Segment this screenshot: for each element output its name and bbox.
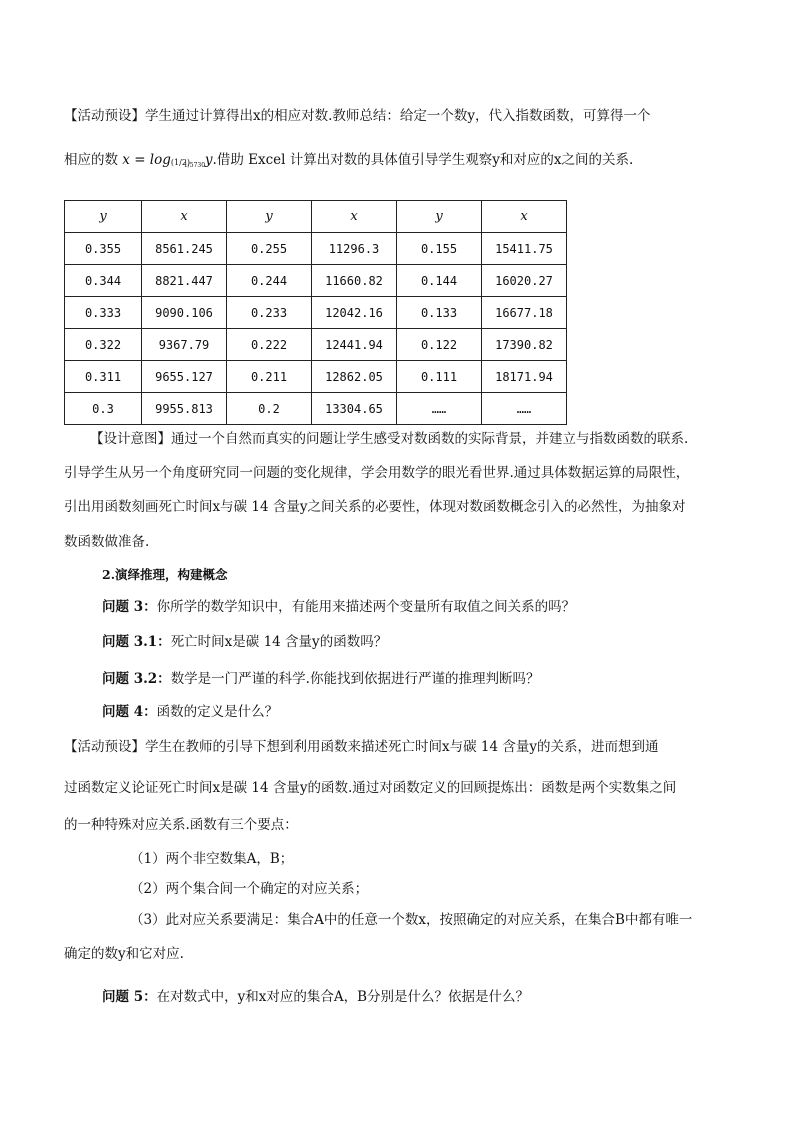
- table-cell: 8821.447: [142, 265, 227, 297]
- table-cell: 0.355: [65, 233, 142, 265]
- table-cell: 0.144: [397, 265, 482, 297]
- table-cell: 0.133: [397, 297, 482, 329]
- table-cell: 9367.79: [142, 329, 227, 361]
- table-cell: 0.333: [65, 297, 142, 329]
- table-cell: ……: [482, 393, 567, 425]
- table-cell: 12042.16: [312, 297, 397, 329]
- table-cell: 11660.82: [312, 265, 397, 297]
- log-base-exponent: 1/5730: [183, 162, 206, 169]
- log-argument: y: [204, 152, 213, 168]
- table-cell: 0.3: [65, 393, 142, 425]
- table-row: [65, 329, 567, 361]
- point-3-continued: 确定的数y和它对应.: [64, 946, 184, 962]
- log-values-table: [64, 200, 567, 425]
- activity2-line1: 【活动预设】学生在教师的引导下想到利用函数来描述死亡时间x与碳 14 含量y的关系，进而想到通: [64, 739, 659, 755]
- table-cell: 9090.106: [142, 297, 227, 329]
- question-3: [102, 597, 575, 617]
- log-base: [171, 150, 205, 170]
- table-cell: 12862.05: [312, 361, 397, 393]
- question-label: 问题 3：: [102, 599, 157, 615]
- table-cell: 11296.3: [312, 233, 397, 265]
- table-header-cell: x: [482, 201, 567, 233]
- table-row: [65, 393, 567, 425]
- table-cell: 17390.82: [482, 329, 567, 361]
- log-formula: x = log: [122, 152, 171, 168]
- point-2: （2）两个集合间一个确定的对应关系；: [130, 881, 369, 897]
- table-header-cell: y: [65, 201, 142, 233]
- table-row: [65, 297, 567, 329]
- table-row: [65, 361, 567, 393]
- activity2-line3: 的一种特殊对应关系.函数有三个要点：: [64, 817, 298, 833]
- question-text: 在对数式中，y和x对应的集合A，B分别是什么？依据是什么？: [156, 989, 530, 1005]
- point-3: （3）此对应关系要满足：集合A中的任意一个数x，按照确定的对应关系，在集合B中都有唯一: [130, 912, 693, 928]
- table-cell: 0.222: [227, 329, 312, 361]
- table-cell: 0.322: [65, 329, 142, 361]
- table-cell: 0.233: [227, 297, 312, 329]
- table-cell: 16677.18: [482, 297, 567, 329]
- line2-prefix: 相应的数: [64, 152, 118, 168]
- table-header-cell: x: [312, 201, 397, 233]
- design-intent-line4: 数函数做准备.: [64, 534, 150, 550]
- table-cell: 12441.94: [312, 329, 397, 361]
- table-cell: 0.155: [397, 233, 482, 265]
- question-5: [102, 987, 529, 1007]
- table-cell: 15411.75: [482, 233, 567, 265]
- question-text: 死亡时间x是碳 14 含量y的函数吗？: [170, 634, 388, 650]
- table-row: [65, 265, 567, 297]
- design-intent-line1: 【设计意图】通过一个自然而真实的问题让学生感受对数函数的实际背景，并建立与指数函数的联系.: [90, 431, 689, 447]
- question-label: 问题 3.1：: [102, 634, 171, 650]
- table-cell: 0.311: [65, 361, 142, 393]
- question-label: 问题 5：: [102, 989, 157, 1005]
- design-intent-line3: 引出用函数刻画死亡时间x与碳 14 含量y之间关系的必要性，体现对数函数概念引入的必然性，为抽象对: [64, 499, 686, 515]
- table-cell: 8561.245: [142, 233, 227, 265]
- question-4: [102, 702, 278, 722]
- section-heading: 2.演绎推理，构建概念: [102, 567, 228, 582]
- line2-suffix: .借助 Excel 计算出对数的具体值引导学生观察y和对应的x之间的关系.: [212, 152, 634, 168]
- table-cell: 0.111: [397, 361, 482, 393]
- table-header-row: [65, 201, 567, 233]
- table-cell: 13304.65: [312, 393, 397, 425]
- question-text: 你所学的数学知识中，有能用来描述两个变量所有取值之间关系的吗？: [156, 599, 576, 615]
- question-text: 函数的定义是什么？: [156, 704, 279, 720]
- question-3-1: [102, 632, 387, 652]
- table-cell: 0.122: [397, 329, 482, 361]
- table-cell: 9955.813: [142, 393, 227, 425]
- table-cell: 0.244: [227, 265, 312, 297]
- table-header-cell: x: [142, 201, 227, 233]
- design-intent-line2: 引导学生从另一个角度研究同一问题的变化规律，学会用数学的眼光看世界.通过具体数据运算的局限性，: [64, 465, 690, 481]
- table-header-cell: y: [227, 201, 312, 233]
- table-cell: 18171.94: [482, 361, 567, 393]
- table-row: [65, 233, 567, 265]
- activity-paragraph-line1: 【活动预设】学生通过计算得出x的相应对数.教师总结：给定一个数y，代入指数函数，可算得一个: [64, 108, 651, 124]
- table-cell: ……: [397, 393, 482, 425]
- question-text: 数学是一门严谨的科学.你能找到依据进行严谨的推理判断吗？: [170, 671, 540, 687]
- table-cell: 0.344: [65, 265, 142, 297]
- table-cell: 0.255: [227, 233, 312, 265]
- table-cell: 0.211: [227, 361, 312, 393]
- table-cell: 9655.127: [142, 361, 227, 393]
- question-3-2: [102, 669, 539, 689]
- question-label: 问题 3.2：: [102, 671, 171, 687]
- question-label: 问题 4：: [102, 704, 157, 720]
- point-1: （1）两个非空数集A，B；: [130, 851, 294, 867]
- log-base-fraction: (1/2): [170, 158, 191, 167]
- table-cell: 0.2: [227, 393, 312, 425]
- activity-paragraph-line2: [64, 150, 728, 170]
- table-header-cell: y: [397, 201, 482, 233]
- table-cell: 16020.27: [482, 265, 567, 297]
- activity2-line2: 过函数定义论证死亡时间x是碳 14 含量y的函数.通过对函数定义的回顾提炼出：函数是两个实数集之间: [64, 780, 677, 796]
